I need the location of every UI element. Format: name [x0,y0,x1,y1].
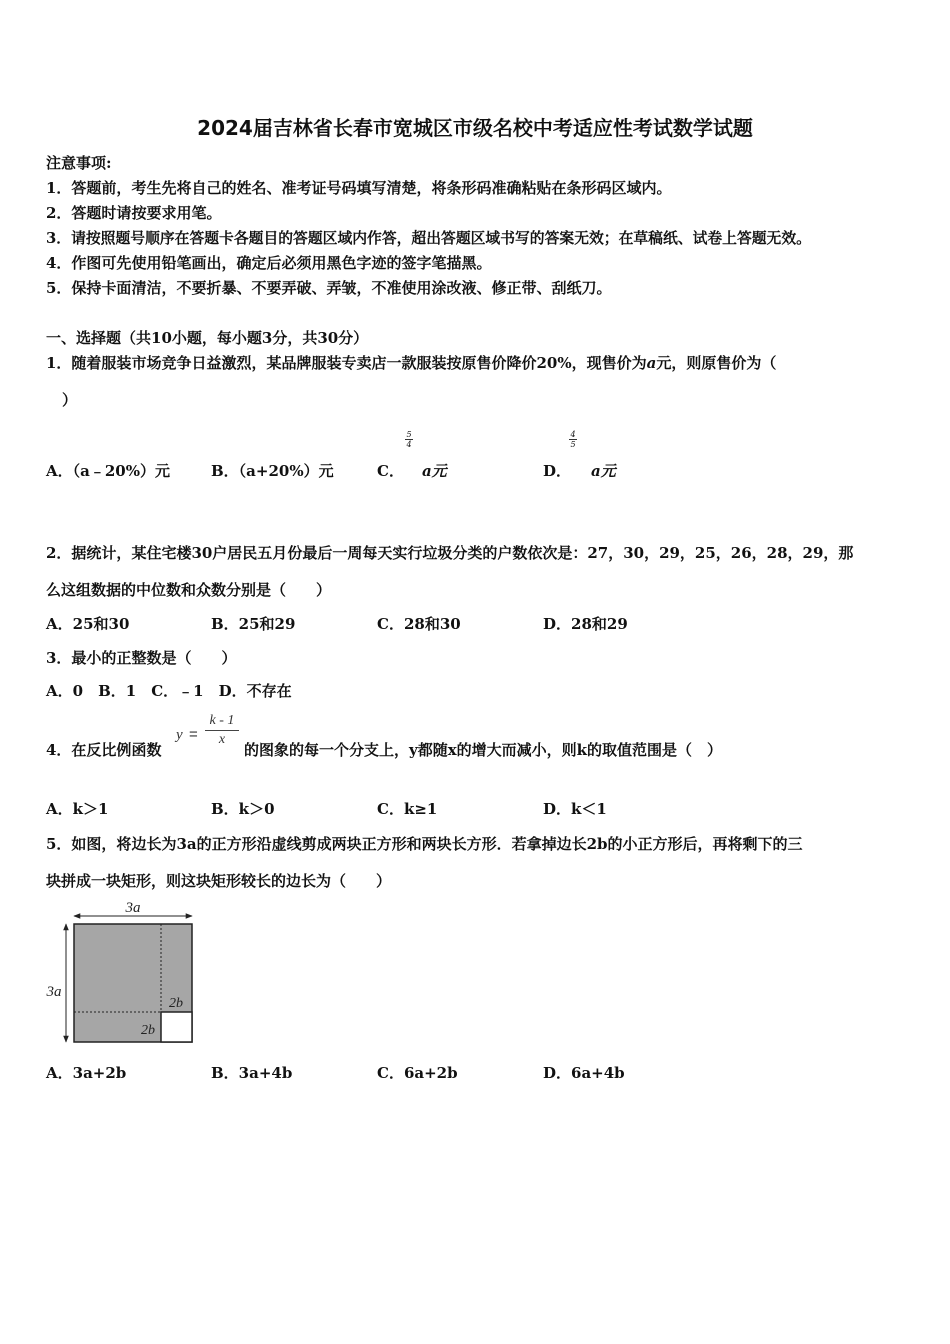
q1-option-c-label: C． [377,462,404,480]
q5-option-c[interactable]: C．6a+2b [377,1064,458,1082]
inner-bottom-label: 2b [141,1023,155,1038]
q3-options[interactable]: A．0 B．1 C．﹣1 D．不存在 [46,682,292,700]
notice-item: 4．作图可先使用铅笔画出，确定后必须用黑色字迹的签字笔描黑。 [46,254,492,272]
frac-den: 4 [406,440,412,449]
q4-formula-y: y [176,727,183,743]
inner-right-label: 2b [169,996,183,1011]
q1-option-c-fraction [404,430,414,449]
square-cut-figure [40,896,210,1056]
notice-item: 5．保持卡面清洁，不要折暴、不要弄破、弄皱，不准使用涂改液、修正带、刮纸刀。 [46,279,612,297]
q4-formula-den: x [218,732,226,747]
q1-option-c[interactable] [377,460,447,481]
page-title: 2024届吉林省长春市宽城区市级名校中考适应性考试数学试题 [197,116,753,140]
frac-den: 5 [570,440,576,449]
q2-option-d[interactable]: D．28和29 [543,615,628,633]
left-label: 3a [46,984,62,1000]
q1-option-c-text: a元 [421,462,447,480]
q5-option-d[interactable]: D．6a+4b [543,1064,625,1082]
question-1 [46,352,776,373]
section-heading: 一、选择题（共10小题，每小题3分，共30分） [46,329,369,347]
question-2: 2．据统计，某住宅楼30户居民五月份最后一周每天实行垃圾分类的户数依次是：27，30，29，25，26，28，29，那 [46,544,854,562]
question-5: 5．如图，将边长为3a的正方形沿虚线剪成两块正方形和两块长方形．若拿掉边长2b的小正方形后，再将剩下的三 [46,835,803,853]
q1-text: 1．随着服装市场竞争日益激烈，某品牌服装专卖店一款服装按原售价降价20%，现售价为 [46,354,647,372]
q1-text-end: 元，则原售价为（ [656,354,777,372]
q4-formula-fraction [203,713,241,748]
frac-num: 5 [406,430,412,439]
q4-option-d[interactable]: D．k＜1 [543,800,607,818]
frac-num: 4 [570,430,576,439]
small-square-removed [161,1012,192,1042]
q1-option-b[interactable]: B．（a+20%）元 [211,462,334,480]
top-label: 3a [125,900,141,916]
q2-option-a[interactable]: A．25和30 [46,615,130,633]
q4-option-b[interactable]: B．k＞0 [211,800,275,818]
q1-bracket: ） [62,391,78,409]
q4-option-a[interactable]: A．k＞1 [46,800,109,818]
q2-option-b[interactable]: B．25和29 [211,615,296,633]
notice-heading: 注意事项: [46,154,112,172]
q5-option-a[interactable]: A．3a+2b [46,1064,127,1082]
question-5-cont: 块拼成一块矩形，则这块矩形较长的边长为（ ） [46,872,392,890]
notice-item: 1．答题前，考生先将自己的姓名、准考证号码填写清楚，将条形码准确粘贴在条形码区域内。 [46,179,672,197]
q1-var: a [646,354,657,372]
question-3: 3．最小的正整数是（ ） [46,649,237,667]
q4-formula-eq: = [189,726,198,743]
notice-item: 3．请按照题号顺序在答题卡各题目的答题区域内作答，超出答题区域书写的答案无效；在草稿纸、试卷上答题无效。 [46,230,811,247]
notice-item: 2．答题时请按要求用笔。 [46,204,222,222]
q1-option-d[interactable] [543,460,616,481]
q5-option-b[interactable]: B．3a+4b [211,1064,293,1082]
q1-option-d-label: D． [543,462,572,480]
q4-formula-num: k - 1 [209,713,235,728]
q2-option-c[interactable]: C．28和30 [377,615,461,633]
q1-option-a[interactable]: A．（a﹣20%）元 [46,462,170,480]
q4-option-c[interactable]: C．k≥1 [377,800,438,818]
q1-option-d-fraction [568,430,578,449]
question-4-suffix: 的图象的每一个分支上，y都随x的增大而减小，则k的取值范围是（ ） [244,741,723,759]
question-4-prefix: 4．在反比例函数 [46,741,162,759]
question-2-cont: 么这组数据的中位数和众数分别是（ ） [46,581,332,599]
q1-option-d-text: a元 [591,462,616,480]
